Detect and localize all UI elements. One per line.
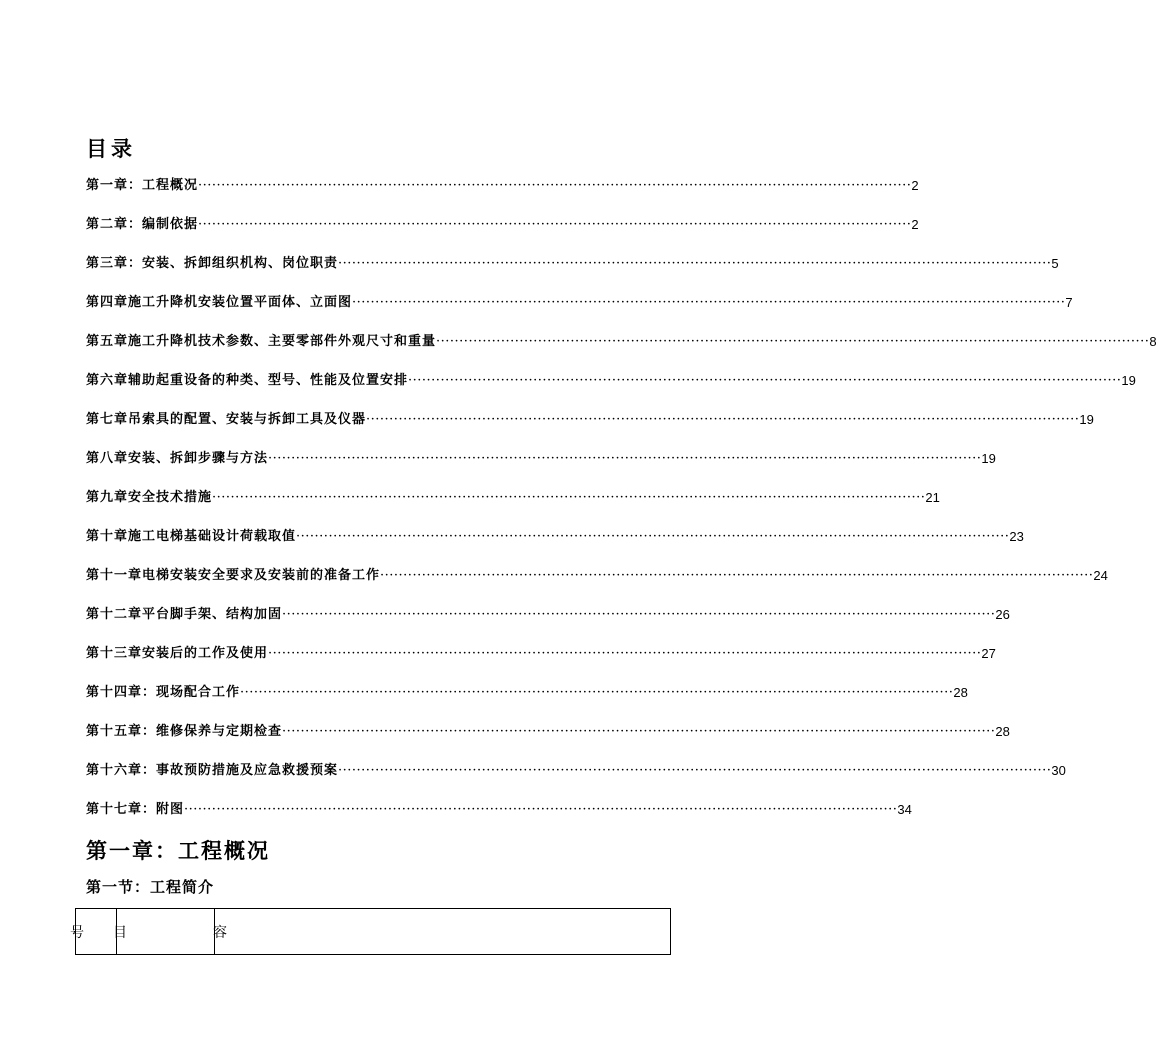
toc-leader-dots [268, 449, 981, 469]
toc-item[interactable] [86, 449, 996, 469]
toc-leader-dots [296, 527, 1009, 547]
toc-item-label: 第十五章：维修保养与定期检查 [86, 724, 283, 739]
toc-item[interactable] [86, 605, 1010, 625]
toc-item[interactable] [86, 293, 1073, 313]
toc-leader-dots [198, 176, 911, 196]
table-header-text: 目 [113, 924, 127, 941]
toc-item-page: 19 [1121, 373, 1136, 388]
toc-leader-dots [352, 293, 1065, 313]
toc-leader-dots [408, 371, 1121, 391]
toc-leader-dots [338, 254, 1051, 274]
table-header-cell [215, 909, 671, 955]
toc-item-label: 第十六章：事故预防措施及应急救援预案 [86, 763, 339, 778]
table-header-cell [113, 909, 215, 955]
chapter-heading: 第一章：工程概况 [86, 839, 270, 863]
toc-item[interactable] [86, 488, 940, 508]
toc-item-label: 第七章吊索具的配置、安装与拆卸工具及仪器 [86, 412, 367, 427]
toc-item[interactable] [86, 761, 1066, 781]
toc-item[interactable] [86, 332, 1157, 352]
toc-item[interactable] [86, 371, 1136, 391]
toc-leader-dots [282, 722, 995, 742]
table-header-text: 容 [213, 924, 227, 941]
toc-item-page: 2 [911, 217, 919, 232]
toc-item-label: 第六章辅助起重设备的种类、型号、性能及位置安排 [86, 373, 409, 388]
toc-item-label: 第十七章：附图 [86, 802, 185, 817]
toc-leader-dots [282, 605, 995, 625]
toc-leader-dots [380, 566, 1093, 586]
toc-item-label: 第十四章：现场配合工作 [86, 685, 241, 700]
toc-leader-dots [198, 215, 911, 235]
toc-title: 目录 [86, 137, 136, 161]
table-header-cell [70, 909, 117, 955]
toc-item-page: 2 [911, 178, 919, 193]
toc-item[interactable] [86, 215, 919, 235]
toc-item-label: 第十二章平台脚手架、结构加固 [86, 607, 283, 622]
toc-item-page: 27 [981, 646, 996, 661]
toc-item-label: 第九章安全技术措施 [86, 490, 213, 505]
toc-item-page: 8 [1149, 334, 1157, 349]
toc-item-label: 第十章施工电梯基础设计荷载取值 [86, 529, 297, 544]
toc-leader-dots [184, 800, 897, 820]
toc-item-label: 第四章施工升降机安装位置平面体、立面图 [86, 295, 353, 310]
toc-leader-dots [338, 761, 1051, 781]
toc-item-label: 第五章施工升降机技术参数、主要零部件外观尺寸和重量 [86, 334, 437, 349]
toc-item-label: 第十一章电梯安装安全要求及安装前的准备工作 [86, 568, 381, 583]
toc-item[interactable] [86, 644, 996, 664]
toc-item-page: 23 [1009, 529, 1024, 544]
toc-item[interactable] [86, 176, 919, 196]
toc-item-page: 34 [897, 802, 912, 817]
toc-item-page: 21 [925, 490, 940, 505]
toc-item-label: 第八章安装、拆卸步骤与方法 [86, 451, 269, 466]
table-header-text: 号 [70, 924, 84, 941]
toc-leader-dots [366, 410, 1079, 430]
toc-item-page: 28 [953, 685, 968, 700]
toc-leader-dots [212, 488, 925, 508]
toc-leader-dots [436, 332, 1149, 352]
toc-item-page: 28 [995, 724, 1010, 739]
toc-item-page: 5 [1051, 256, 1059, 271]
toc-item[interactable] [86, 722, 1010, 742]
toc-item-label: 第二章：编制依据 [86, 217, 199, 232]
toc-leader-dots [240, 683, 953, 703]
toc-leader-dots [268, 644, 981, 664]
toc-item-page: 30 [1051, 763, 1066, 778]
toc-item[interactable] [86, 683, 968, 703]
toc-item-page: 19 [1079, 412, 1094, 427]
toc-item-label: 第一章：工程概况 [86, 178, 199, 193]
toc-item-label: 第三章：安装、拆卸组织机构、岗位职责 [86, 256, 339, 271]
toc-item[interactable] [86, 254, 1059, 274]
toc-item[interactable] [86, 566, 1108, 586]
toc-item[interactable] [86, 527, 1024, 547]
toc-item-page: 7 [1065, 295, 1073, 310]
toc-item-page: 19 [981, 451, 996, 466]
project-info-table [70, 908, 671, 955]
section-heading: 第一节：工程简介 [86, 878, 215, 896]
toc-item-label: 第十三章安装后的工作及使用 [86, 646, 269, 661]
toc-item-page: 26 [995, 607, 1010, 622]
toc-item-page: 24 [1093, 568, 1108, 583]
table-header-row [76, 909, 671, 955]
toc-item[interactable] [86, 800, 912, 820]
toc-item[interactable] [86, 410, 1094, 430]
